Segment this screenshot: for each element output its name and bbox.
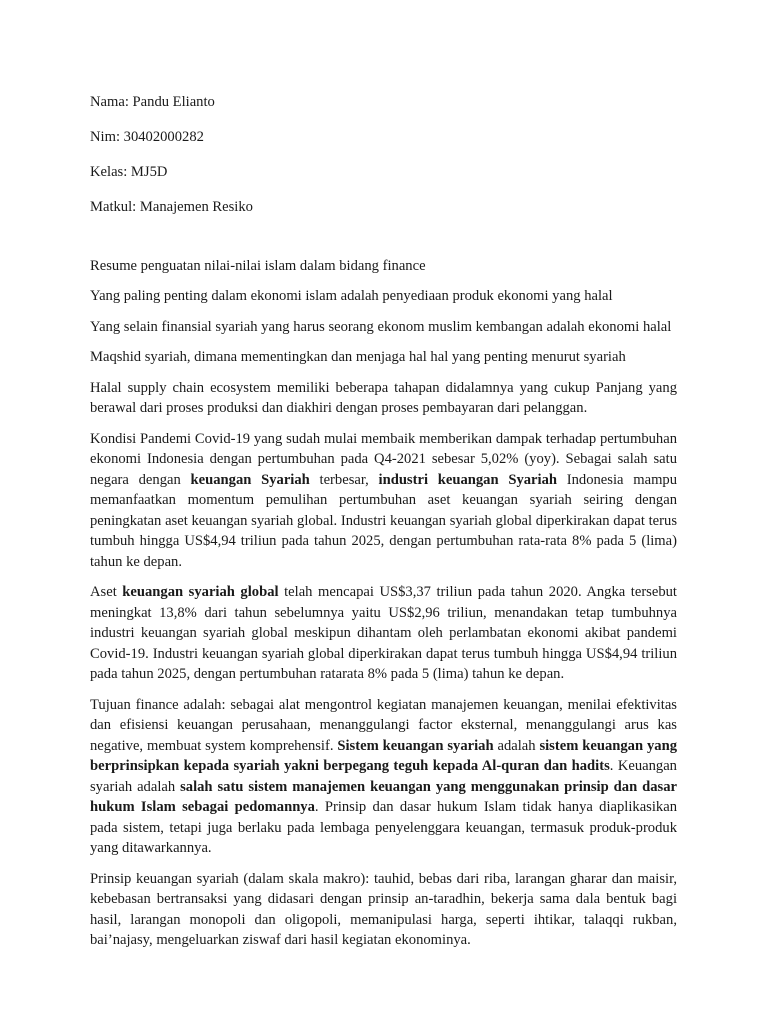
text-run: telah mencapai US$3,37 triliun pada tahun 2020. Angka tersebut meningkat 13,8% dari tahun sebelumnya yaitu US$2,96 triliun, menandakan tetap tumbuhnya industri keuangan syariah global meskipun dihantam oleh perlambatan ekonomi akibat pandemi Covid-19. Industri keuangan syariah global diperkirakan dapat terus tumbuh hingga US$4,94 triliun pada tahun 2025, dengan pertumbuhan ratarata 8% pada 5 (lima) tahun ke depan. (90, 584, 677, 682)
student-info (90, 92, 677, 218)
paragraph-finance-goals (90, 695, 677, 859)
bold-phrase: industri keuangan Syariah (378, 471, 557, 488)
bold-phrase: keuangan syariah global (122, 584, 279, 600)
bold-phrase: Sistem keuangan syariah (337, 737, 494, 754)
course-name: Matkul: Manajemen Resiko (90, 199, 253, 215)
text-run: Aset (90, 584, 123, 600)
paragraph-halal-product: Yang paling penting dalam ekonomi islam adalah penyediaan produk ekonomi yang halal (90, 288, 613, 304)
text-run: Indonesia mampu memanfaatkan momentum pemulihan pertumbuhan aset keuangan syariah seiring dengan peningkatan aset keuangan syariah global. Industri keuangan syariah global diperkirakan dapat terus tumbuh hingga US$4,94 triliun pada tahun 2025, dengan pertumbuhan rata-rata 8% pada 5 (lima) tahun ke depan. (90, 471, 678, 570)
paragraph-pandemic (90, 429, 677, 573)
resume-title: Resume penguatan nilai-nilai islam dalam bidang finance (90, 257, 426, 274)
paragraph-supply-chain: Halal supply chain ecosystem memiliki beberapa tahapan didalamnya yang cukup Panjang yang berawal dari proses produksi dan diakhiri dengan proses pembayaran dari pelanggan. (90, 379, 677, 416)
bold-phrase: keuangan Syariah (190, 471, 310, 488)
document-page (90, 92, 677, 961)
text-run: Kondisi Pandemi Covid-19 yang sudah mulai membaik memberikan dampak terhadap pertumbuhan ekonomi Indonesia dengan pertumbuhan pada Q4-2021 sebesar 5,02% (yoy). Sebagai salah satu negara dengan (90, 430, 677, 488)
student-nim: Nim: 30402000282 (90, 129, 204, 145)
student-class: Kelas: MJ5D (90, 164, 168, 180)
text-run: terbesar, (309, 471, 379, 488)
paragraph-halal-economy: Yang selain finansial syariah yang harus seorang ekonom muslim kembangan adalah ekonomi halal (90, 318, 672, 335)
document-body (90, 256, 677, 951)
bold-phrase: salah satu sistem manajemen keuangan yang menggunakan prinsip dan dasar hukum Islam sebagai pedomannya (90, 778, 677, 815)
student-name: Nama: Pandu Elianto (90, 94, 215, 110)
text-run: . Prinsip dan dasar hukum Islam tidak hanya diaplikasikan pada sistem, tetapi juga berlaku pada lembaga penyelenggara keuangan, termasuk produk-produk yang ditawarkannya. (90, 799, 677, 856)
text-run: Tujuan finance adalah: sebagai alat mengontrol kegiatan manajemen keuangan, menilai efektivitas dan efisiensi keuangan perusahaan, menanggulangi factor eksternal, menanggulangi arus kas negative, membuat system komprehensif. (90, 696, 677, 754)
paragraph-maqshid: Maqshid syariah, dimana mementingkan dan menjaga hal hal yang penting menurut syariah (90, 349, 626, 365)
paragraph-principles: Prinsip keuangan syariah (dalam skala makro): tauhid, bebas dari riba, larangan gharar dan maisir, kebebasan bertransaksi yang didasari dengan prinsip an-taradhin, bekerja sama dala bentuk bagi hasil, larangan monopoli dan oligopoli, memanipulasi harga, seperti ihtikar, talaqqi rukban, bai’najasy, mengeluarkan ziswaf dari hasil kegiatan ekonominya. (90, 870, 677, 948)
text-run: . Keuangan syariah adalah (90, 758, 677, 795)
bold-phrase: sistem keuangan yang berprinsipkan kepada syariah yakni berpegang teguh kepada Al-quran dan hadits (90, 737, 677, 774)
text-run: adalah (493, 737, 540, 754)
paragraph-global-assets (90, 582, 677, 685)
